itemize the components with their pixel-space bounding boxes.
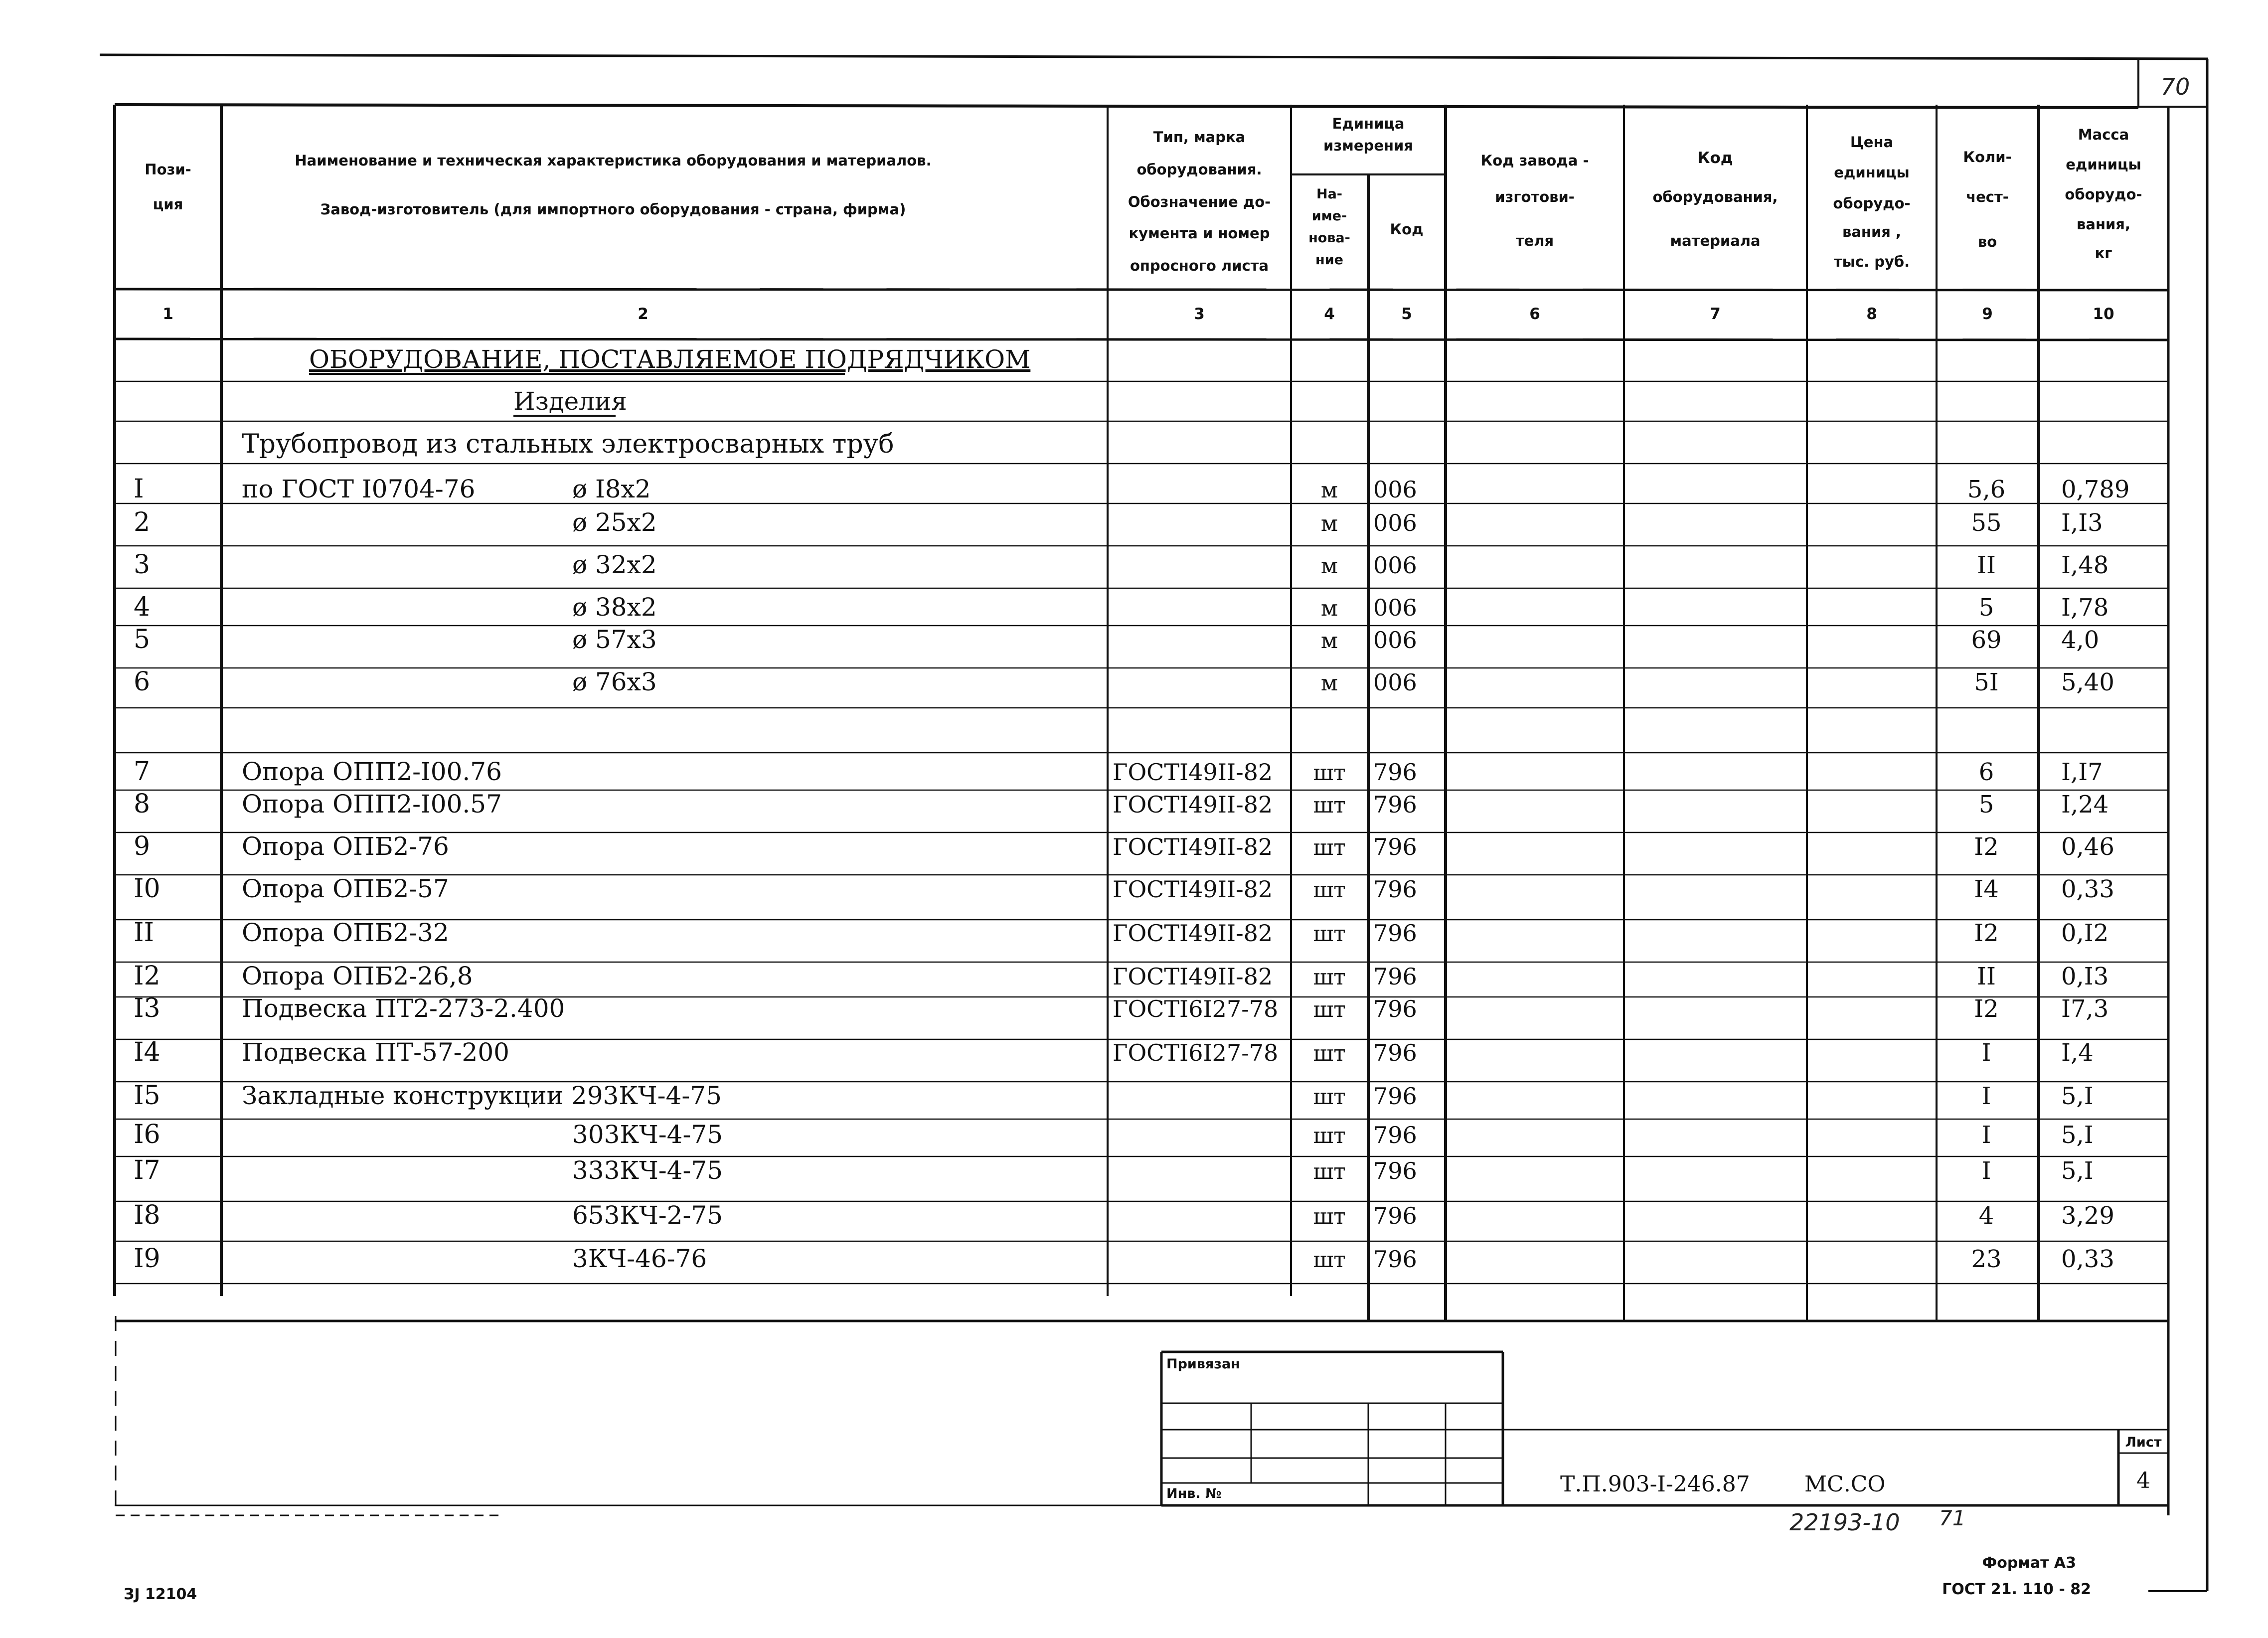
item-size-cell: ø 25x2 xyxy=(572,508,657,537)
position-cell: I3 xyxy=(134,993,161,1023)
format-label: Формат А3 xyxy=(1982,1554,2076,1572)
unit-name-cell: шт xyxy=(1313,1247,1346,1273)
item-name-cell: Опора ОПБ2-32 xyxy=(242,918,449,947)
unit-name-cell: шт xyxy=(1313,760,1346,786)
unit-code-cell: 796 xyxy=(1373,963,1417,990)
document-cell: ГОСТI49II-82 xyxy=(1113,963,1273,990)
column-number: 3 xyxy=(1194,305,1205,323)
unit-code-cell: 796 xyxy=(1373,1122,1417,1148)
document-designation: Т.П.903-I-246.87 xyxy=(1560,1472,1750,1497)
item-name-cell: Опора ОПП2-I00.76 xyxy=(242,757,502,786)
header-quantity-line3: во xyxy=(1977,233,1997,250)
unit-code-cell: 796 xyxy=(1373,1083,1417,1110)
position-cell: 3 xyxy=(134,550,151,580)
item-size-cell: ø 57x3 xyxy=(572,625,657,654)
position-cell: 7 xyxy=(134,757,151,787)
header-plant-code: Код завода - xyxy=(1480,152,1589,169)
header-unit-name-line3: нова- xyxy=(1308,230,1350,246)
mass-cell: 5,I xyxy=(2061,1121,2094,1149)
header-unit-code: Код xyxy=(1390,221,1424,238)
position-cell: 9 xyxy=(134,831,151,861)
item-name-cell: Подвеска ПТ-57-200 xyxy=(242,1038,509,1067)
handwritten-sub: 71 xyxy=(1939,1506,1966,1530)
position-cell: I4 xyxy=(134,1037,161,1067)
unit-code-cell: 006 xyxy=(1373,627,1417,654)
unit-name-cell: шт xyxy=(1313,1159,1346,1184)
header-equipment-code-line3: материала xyxy=(1670,232,1761,249)
header-equipment-code-line2: оборудования, xyxy=(1652,188,1778,205)
unit-code-cell: 006 xyxy=(1373,669,1417,696)
document-set-code: МС.СО xyxy=(1804,1472,1886,1497)
quantity-cell: 4 xyxy=(1978,1202,1994,1230)
column-number: 9 xyxy=(1982,305,1993,323)
unit-name-cell: шт xyxy=(1313,1204,1346,1229)
mass-cell: 0,I3 xyxy=(2061,963,2109,990)
header-position-line2: ция xyxy=(153,196,183,213)
unit-name-cell: шт xyxy=(1313,997,1346,1022)
header-type-line5: опросного листа xyxy=(1130,257,1269,274)
position-cell: I6 xyxy=(134,1120,161,1149)
quantity-cell: I2 xyxy=(1974,919,1999,947)
header-unit-group: Единица xyxy=(1332,115,1405,132)
mass-cell: 0,789 xyxy=(2061,476,2130,503)
position-cell: I xyxy=(134,474,144,504)
position-cell: 8 xyxy=(134,789,151,819)
mass-cell: 0,I2 xyxy=(2061,919,2109,947)
header-mass-line2: единицы xyxy=(2066,156,2141,173)
unit-name-cell: м xyxy=(1320,628,1338,654)
header-equipment-code: Код xyxy=(1697,149,1733,167)
mass-cell: 5,I xyxy=(2061,1082,2094,1110)
column-number: 5 xyxy=(1401,305,1412,323)
unit-name-cell: м xyxy=(1320,670,1338,696)
quantity-cell: 5,6 xyxy=(1967,476,2006,503)
quantity-cell: I xyxy=(1981,1121,1991,1149)
position-cell: I9 xyxy=(134,1244,161,1274)
position-cell: I7 xyxy=(134,1155,161,1185)
quantity-cell: I xyxy=(1981,1039,1991,1067)
position-cell: II xyxy=(134,918,155,948)
mass-cell: 5,40 xyxy=(2061,668,2114,696)
unit-name-cell: м xyxy=(1320,596,1338,621)
item-size-cell: ø 32x2 xyxy=(572,550,657,579)
document-cell: ГОСТI49II-82 xyxy=(1113,876,1273,903)
quantity-cell: 5I xyxy=(1974,668,1999,696)
bottom-left-code: ЗЈ 12104 xyxy=(124,1586,197,1603)
mass-cell: 5,I xyxy=(2061,1157,2094,1185)
header-price: Цена xyxy=(1850,134,1894,151)
column-number: 8 xyxy=(1866,305,1877,323)
unit-code-cell: 006 xyxy=(1373,552,1417,579)
header-unit-name: На- xyxy=(1316,186,1343,202)
unit-code-cell: 796 xyxy=(1373,791,1417,818)
item-name-cell: Опора ОПБ2-26,8 xyxy=(242,962,473,990)
unit-name-cell: шт xyxy=(1313,921,1346,947)
mass-cell: I,48 xyxy=(2061,551,2109,579)
quantity-cell: 5 xyxy=(1978,594,1994,622)
quantity-cell: 23 xyxy=(1971,1245,2002,1273)
item-name-cell: Опора ОПБ2-57 xyxy=(242,874,449,903)
unit-code-cell: 796 xyxy=(1373,1246,1417,1273)
gost-label: ГОСТ 21. 110 - 82 xyxy=(1942,1581,2091,1598)
header-price-line3: оборудо- xyxy=(1833,195,1911,212)
header-unit-group-line2: измерения xyxy=(1323,137,1413,154)
header-type-line3: Обозначение до- xyxy=(1128,193,1271,210)
header-mass-line4: вания, xyxy=(2077,216,2130,233)
position-cell: 2 xyxy=(134,507,151,537)
document-cell: ГОСТI49II-82 xyxy=(1113,791,1273,818)
unit-code-cell: 796 xyxy=(1373,1157,1417,1184)
column-number: 1 xyxy=(162,305,173,323)
item-name-cell: Закладные конструкции 293КЧ-4-75 xyxy=(242,1081,722,1110)
unit-name-cell: шт xyxy=(1313,965,1346,990)
handwritten-number: 22193-10 xyxy=(1789,1509,1900,1536)
unit-code-cell: 796 xyxy=(1373,876,1417,903)
header-plant-code-line3: теля xyxy=(1515,232,1554,249)
sheet-number: 4 xyxy=(2136,1468,2150,1493)
mass-cell: I,I7 xyxy=(2061,758,2103,786)
header-plant-code-line2: изготови- xyxy=(1495,188,1575,205)
header-type-line4: кумента и номер xyxy=(1129,225,1270,242)
item-size-cell: 333КЧ-4-75 xyxy=(572,1156,723,1185)
quantity-cell: 69 xyxy=(1971,626,2002,654)
unit-name-cell: шт xyxy=(1313,1084,1346,1110)
quantity-cell: I xyxy=(1981,1082,1991,1110)
item-size-cell: 3КЧ-46-76 xyxy=(572,1244,707,1273)
item-size-cell: 303КЧ-4-75 xyxy=(572,1120,723,1149)
unit-code-cell: 796 xyxy=(1373,833,1417,860)
stamp-privyazan-label: Привязан xyxy=(1166,1356,1240,1372)
unit-name-cell: шт xyxy=(1313,793,1346,818)
quantity-cell: I2 xyxy=(1974,995,1999,1023)
position-cell: I5 xyxy=(134,1081,161,1111)
mass-cell: 0,33 xyxy=(2061,1245,2114,1273)
mass-cell: I,4 xyxy=(2061,1039,2094,1067)
unit-code-cell: 796 xyxy=(1373,1202,1417,1229)
group-title: Трубопровод из стальных электросварных труб xyxy=(242,429,894,459)
unit-name-cell: шт xyxy=(1313,1041,1346,1066)
item-name-cell: по ГОСТ I0704-76 xyxy=(242,475,476,503)
mass-cell: 0,46 xyxy=(2061,833,2114,861)
position-cell: 6 xyxy=(134,667,151,697)
header-mass-line3: оборудо- xyxy=(2065,186,2142,203)
document-cell: ГОСТI49II-82 xyxy=(1113,833,1273,860)
mass-cell: I7,3 xyxy=(2061,995,2109,1023)
position-cell: I0 xyxy=(134,874,161,904)
sheet-label: Лист xyxy=(2125,1435,2162,1450)
unit-name-cell: шт xyxy=(1313,835,1346,860)
position-cell: I8 xyxy=(134,1200,161,1230)
header-price-line2: единицы xyxy=(1834,164,1910,181)
header-manufacturer: Завод-изготовитель (для импортного оборудования - страна, фирма) xyxy=(320,201,906,218)
header-price-line4: вания , xyxy=(1842,223,1902,240)
header-price-line5: тыс. руб. xyxy=(1833,253,1910,270)
column-number: 6 xyxy=(1529,305,1540,323)
quantity-cell: 6 xyxy=(1978,758,1994,786)
quantity-cell: II xyxy=(1977,551,1996,579)
position-cell: 4 xyxy=(134,592,151,622)
item-size-cell: 653КЧ-2-75 xyxy=(572,1201,723,1230)
quantity-cell: I2 xyxy=(1974,833,1999,861)
sheet-corner-number: 70 xyxy=(2160,73,2190,100)
column-number: 10 xyxy=(2093,305,2114,323)
mass-cell: 3,29 xyxy=(2061,1202,2114,1230)
column-number: 7 xyxy=(1710,305,1721,323)
position-cell: 5 xyxy=(134,625,151,655)
column-number: 4 xyxy=(1324,305,1335,323)
unit-code-cell: 796 xyxy=(1373,995,1417,1022)
unit-name-cell: шт xyxy=(1313,1123,1346,1148)
unit-name-cell: м xyxy=(1320,553,1338,579)
header-unit-name-line2: име- xyxy=(1311,208,1347,224)
item-name-cell: Подвеска ПТ2-273-2.400 xyxy=(242,994,565,1023)
column-number: 2 xyxy=(638,305,648,323)
header-mass: Масса xyxy=(2078,126,2129,143)
unit-code-cell: 006 xyxy=(1373,594,1417,621)
unit-code-cell: 796 xyxy=(1373,920,1417,947)
unit-name-cell: шт xyxy=(1313,877,1346,903)
document-cell: ГОСТI49II-82 xyxy=(1113,920,1273,947)
document-cell: ГОСТI6I27-78 xyxy=(1113,995,1279,1022)
document-cell: ГОСТI49II-82 xyxy=(1113,759,1273,786)
mass-cell: 4,0 xyxy=(2061,626,2100,654)
document-cell: ГОСТI6I27-78 xyxy=(1113,1039,1279,1066)
header-quantity: Коли- xyxy=(1963,149,2012,165)
header-type: Тип, марка xyxy=(1153,129,1246,146)
unit-code-cell: 796 xyxy=(1373,1039,1417,1066)
quantity-cell: 5 xyxy=(1978,791,1994,819)
header-position: Пози- xyxy=(145,161,191,178)
item-size-cell: ø 38x2 xyxy=(572,593,657,622)
unit-code-cell: 006 xyxy=(1373,476,1417,503)
mass-cell: 0,33 xyxy=(2061,875,2114,903)
header-name: Наименование и техническая характеристика оборудования и материалов. xyxy=(295,152,932,169)
item-size-cell: ø 76x3 xyxy=(572,667,657,696)
header-type-line2: оборудования. xyxy=(1136,161,1262,178)
item-name-cell: Опора ОПП2-I00.57 xyxy=(242,790,502,819)
position-cell: I2 xyxy=(134,961,161,991)
unit-code-cell: 006 xyxy=(1373,509,1417,536)
quantity-cell: I4 xyxy=(1974,875,1999,903)
mass-cell: I,24 xyxy=(2061,791,2109,819)
quantity-cell: I xyxy=(1981,1157,1991,1185)
header-mass-line5: кг xyxy=(2095,245,2112,262)
mass-cell: I,78 xyxy=(2061,594,2109,622)
stamp-inventory-label: Инв. № xyxy=(1166,1486,1222,1501)
quantity-cell: II xyxy=(1977,963,1996,990)
quantity-cell: 55 xyxy=(1971,509,2002,537)
unit-name-cell: м xyxy=(1320,511,1338,536)
header-unit-name-line4: ние xyxy=(1315,252,1343,268)
mass-cell: I,I3 xyxy=(2061,509,2103,537)
unit-name-cell: м xyxy=(1320,478,1338,503)
item-size-cell: ø I8x2 xyxy=(572,475,651,503)
section-title: ОБОРУДОВАНИЕ, ПОСТАВЛЯЕМОЕ ПОДРЯДЧИКОМ xyxy=(309,345,1031,374)
header-quantity-line2: чест- xyxy=(1966,188,2009,205)
item-name-cell: Опора ОПБ2-76 xyxy=(242,832,449,861)
unit-code-cell: 796 xyxy=(1373,759,1417,786)
subsection-title: Изделия xyxy=(513,387,627,416)
